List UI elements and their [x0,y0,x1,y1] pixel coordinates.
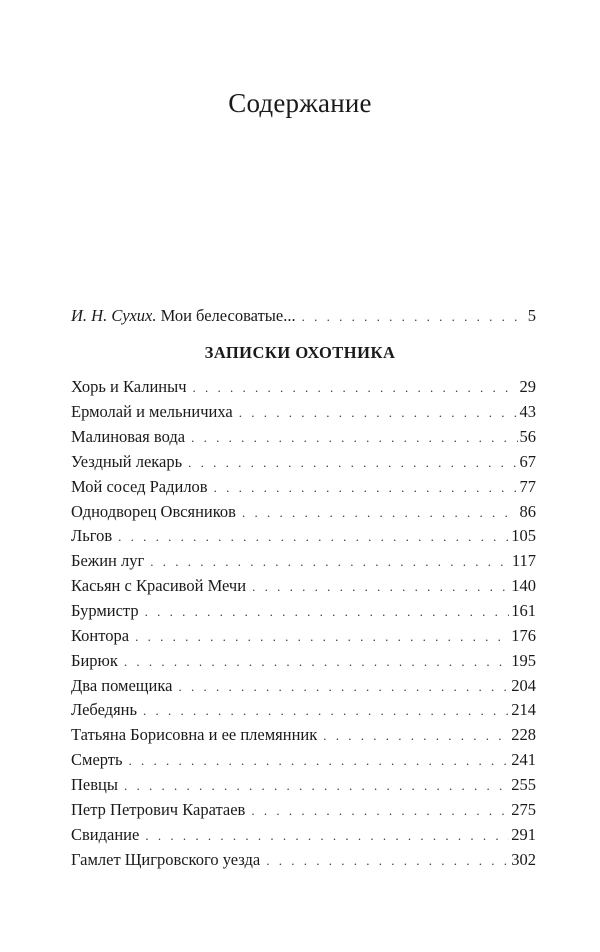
toc-entry-page: 117 [511,551,536,570]
toc-entry [71,649,536,673]
toc-entry [71,524,536,548]
toc-entry-label: Бежин луг [71,551,145,570]
toc-entry-page: 77 [519,477,536,496]
toc-entry-page: 56 [519,427,536,446]
toc-entry-page: 302 [511,850,536,869]
dot-leader [214,476,518,500]
toc-entry-page: 29 [519,377,536,396]
toc-entry-label: Мой сосед Радилов [71,477,208,496]
toc-entry-page: 161 [511,601,536,620]
toc-entry-label: Касьян с Красивой Мечи [71,576,247,595]
toc-entry-label: Смерть [71,750,123,769]
dot-leader [252,575,509,599]
toc-entry [71,599,536,623]
toc-entry-page: 67 [519,452,536,471]
toc-entry-label: Ермолай и мельничиха [71,402,233,421]
dot-leader [124,774,509,798]
dot-leader [124,650,509,674]
toc-entry [71,823,536,847]
toc-entry-page: 86 [519,502,536,521]
toc-entry [71,798,536,822]
toc-entry [71,475,536,499]
toc-entry [71,723,536,747]
toc-entry [71,500,536,524]
toc-entry-page: 228 [511,725,536,744]
section-title: ЗАПИСКИ ОХОТНИКА [204,343,396,362]
toc-entry [71,748,536,772]
toc-entry-label: Уездный лекарь [71,452,183,471]
dot-leader [118,525,509,549]
toc-entry [71,773,536,797]
dot-leader [145,600,510,624]
toc-entry [71,674,536,698]
dot-leader [129,749,510,773]
toc-entry-label [71,304,296,328]
toc-entry-label: Лебедянь [71,700,138,719]
dot-leader [135,625,509,649]
toc-entry-page: 204 [511,676,536,695]
toc-entry-label: Однодворец Овсяников [71,502,236,521]
toc-entry-page: 43 [519,402,536,421]
toc-entry-page: 214 [511,700,536,719]
toc-entry-label: Бурмистр [71,601,139,620]
toc-entry-label: Два помещика [71,676,173,695]
toc-entry [71,624,536,648]
toc-entry-label: Татьяна Борисовна и ее племянник [71,725,318,744]
toc-entry-page: 195 [511,651,536,670]
toc-entry [71,698,536,722]
dot-leader [242,501,518,525]
toc-entry-label: Контора [71,626,130,645]
toc-entry-page: 105 [511,526,536,545]
dot-leader [266,849,509,873]
toc-entry-page: 5 [527,306,536,325]
toc-entry-page: 275 [511,800,536,819]
toc-entry-page: 140 [511,576,536,595]
toc-entry [71,375,536,399]
toc-entry-page: 176 [511,626,536,645]
toc-entry [71,400,536,424]
dot-leader [188,451,517,475]
toc-entry [71,450,536,474]
dot-leader [145,824,509,848]
toc-entry [71,425,536,449]
dot-leader [323,724,509,748]
toc-entry [71,574,536,598]
toc-entry-page: 255 [511,775,536,794]
toc-entry-page: 291 [511,825,536,844]
toc-entry-label: Гамлет Щигровского уезда [71,850,261,869]
dot-leader [143,699,509,723]
toc-preface-entry [71,304,536,328]
toc-entry-label: Свидание [71,825,140,844]
toc-entry-label: Петр Петрович Каратаев [71,800,246,819]
dot-leader [193,376,518,400]
page-title: Содержание [228,88,372,118]
toc-entry-label: Льгов [71,526,113,545]
dot-leader [239,401,518,425]
dot-leader [251,799,509,823]
toc-entry-label: Бирюк [71,651,118,670]
toc-entry-label: Хорь и Калиныч [71,377,187,396]
dot-leader [178,675,509,699]
toc-entry-label: Малиновая вода [71,427,186,446]
toc-entry [71,848,536,872]
preface-title: Мои белесоватые... [160,306,296,325]
preface-author: И. Н. Сухих. [71,306,157,325]
dot-leader [302,305,526,329]
toc-entry-label: Певцы [71,775,118,794]
dot-leader [191,426,517,450]
toc-entry [71,549,536,573]
toc-entry-page: 241 [511,750,536,769]
dot-leader [150,550,510,574]
